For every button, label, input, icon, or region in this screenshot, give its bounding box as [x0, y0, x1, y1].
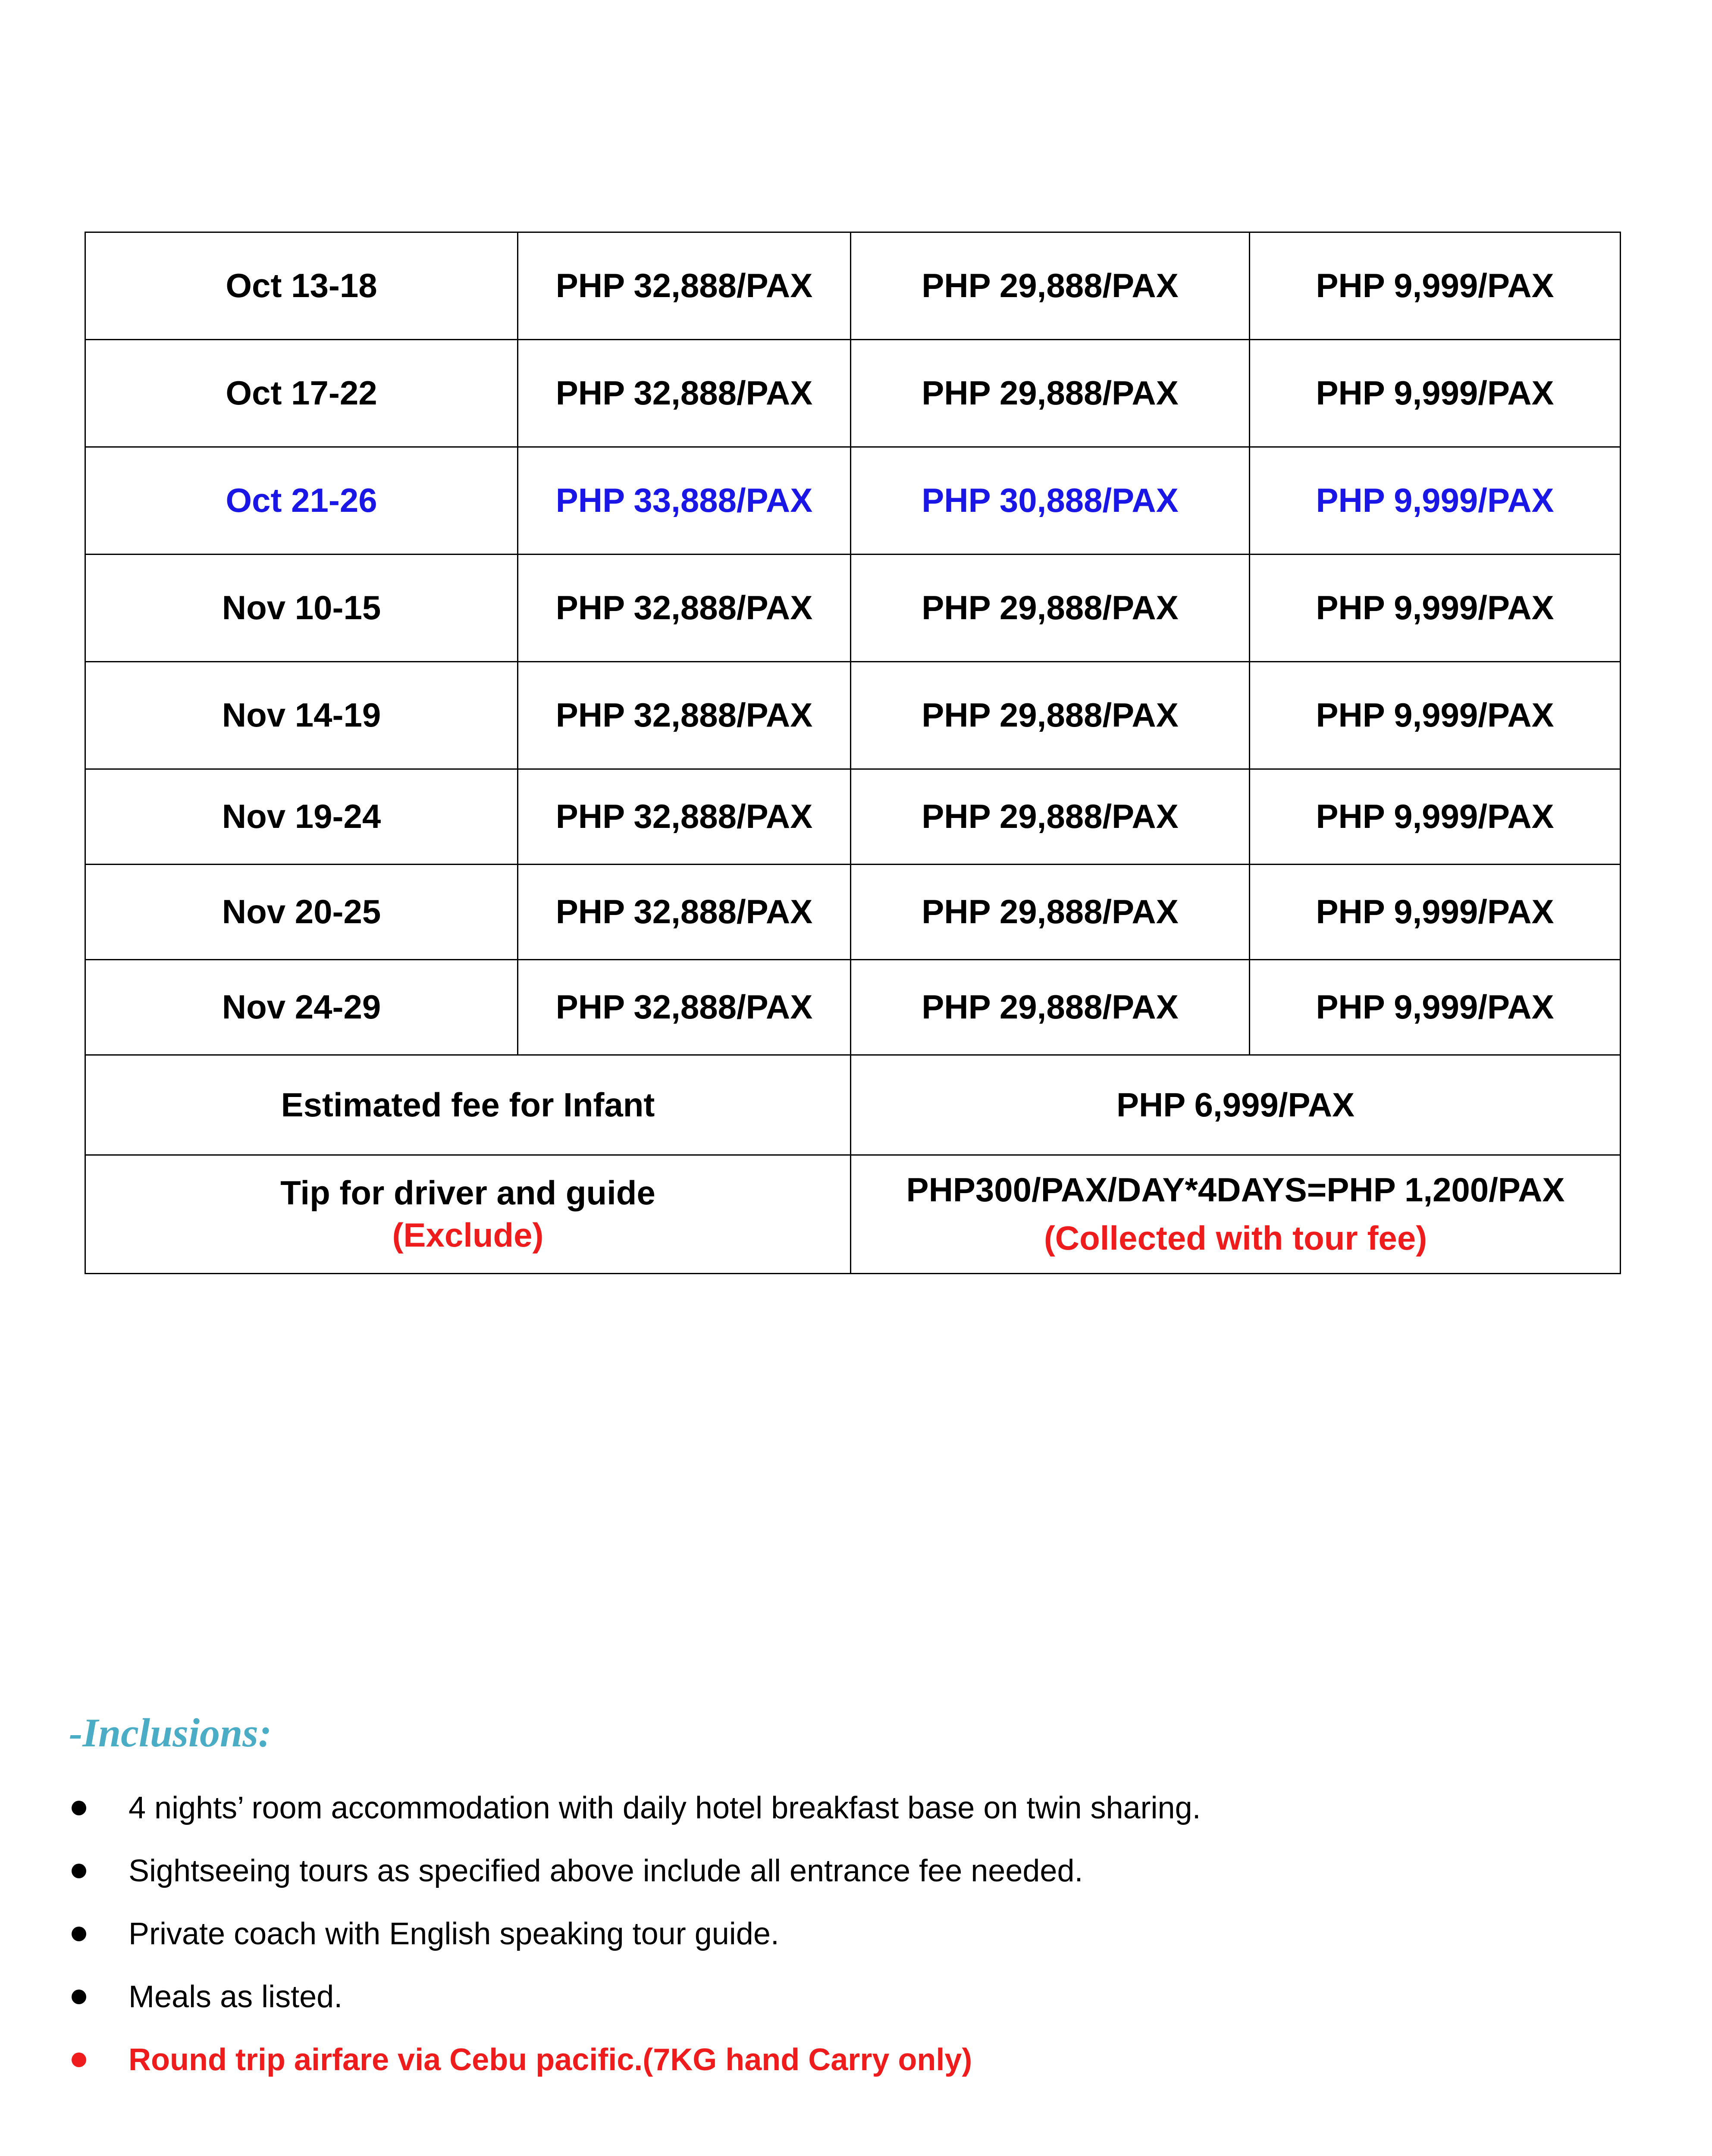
list-item-text: Private coach with English speaking tour guide.: [129, 1917, 779, 1951]
price-cell: PHP 32,888/PAX: [518, 555, 851, 662]
date-cell: Oct 21-26: [85, 447, 518, 555]
list-item: [69, 1965, 1621, 2028]
table-row: [85, 769, 1621, 865]
date-cell: Nov 10-15: [85, 555, 518, 662]
tip-value-cell: [851, 1155, 1621, 1274]
infant-fee-label: Estimated fee for Infant: [85, 1055, 851, 1155]
price-cell: PHP 9,999/PAX: [1250, 232, 1621, 340]
price-table: [85, 232, 1621, 1274]
date-cell: Nov 24-29: [85, 960, 518, 1055]
tip-row: [85, 1155, 1621, 1274]
price-cell: PHP 9,999/PAX: [1250, 447, 1621, 555]
tip-label-cell: [85, 1155, 851, 1274]
list-item: [69, 1777, 1621, 1839]
tip-label: Tip for driver and guide: [280, 1174, 655, 1212]
price-cell: PHP 29,888/PAX: [851, 769, 1250, 865]
date-cell: Nov 19-24: [85, 769, 518, 865]
price-cell: PHP 9,999/PAX: [1250, 555, 1621, 662]
price-cell: PHP 29,888/PAX: [851, 340, 1250, 447]
list-item-text: 4 nights’ room accommodation with daily hotel breakfast base on twin sharing.: [129, 1791, 1201, 1825]
bullet-icon: [72, 1990, 86, 2004]
price-cell: PHP 29,888/PAX: [851, 232, 1250, 340]
date-cell: Nov 14-19: [85, 662, 518, 769]
price-cell: PHP 9,999/PAX: [1250, 865, 1621, 960]
price-cell: PHP 29,888/PAX: [851, 960, 1250, 1055]
infant-fee-row: [85, 1055, 1621, 1155]
price-cell: PHP 32,888/PAX: [518, 232, 851, 340]
table-row-highlighted: [85, 447, 1621, 555]
bullet-icon: [72, 1927, 86, 1941]
inclusions-title: -Inclusions:: [69, 1711, 272, 1755]
price-cell: PHP 9,999/PAX: [1250, 340, 1621, 447]
list-item-emphasized: [69, 2028, 1621, 2091]
list-item-text: Sightseeing tours as specified above include all entrance fee needed.: [129, 1854, 1083, 1888]
table-row: [85, 340, 1621, 447]
infant-fee-value: PHP 6,999/PAX: [851, 1055, 1621, 1155]
table-row: [85, 865, 1621, 960]
price-cell: PHP 30,888/PAX: [851, 447, 1250, 555]
table-row: [85, 232, 1621, 340]
price-cell: PHP 32,888/PAX: [518, 769, 851, 865]
list-item: [69, 1839, 1621, 1902]
table-row: [85, 662, 1621, 769]
list-item-text: Meals as listed.: [129, 1980, 343, 2014]
price-cell: PHP 29,888/PAX: [851, 662, 1250, 769]
inclusions-list: [69, 1777, 1621, 2091]
tip-value: PHP300/PAX/DAY*4DAYS=PHP 1,200/PAX: [906, 1171, 1565, 1209]
price-cell: PHP 32,888/PAX: [518, 865, 851, 960]
bullet-icon: [72, 1801, 86, 1815]
date-cell: Oct 17-22: [85, 340, 518, 447]
price-cell: PHP 32,888/PAX: [518, 340, 851, 447]
price-cell: PHP 9,999/PAX: [1250, 960, 1621, 1055]
tip-value-note: (Collected with tour fee): [1044, 1219, 1427, 1257]
date-cell: Nov 20-25: [85, 865, 518, 960]
price-cell: PHP 32,888/PAX: [518, 960, 851, 1055]
tip-label-note: (Exclude): [392, 1216, 544, 1254]
list-item-text: Round trip airfare via Cebu pacific.(7KG hand Carry only): [129, 2043, 972, 2077]
table-row: [85, 960, 1621, 1055]
price-cell: PHP 9,999/PAX: [1250, 662, 1621, 769]
bullet-icon: [72, 1864, 86, 1878]
price-cell: PHP 32,888/PAX: [518, 662, 851, 769]
price-cell: PHP 29,888/PAX: [851, 865, 1250, 960]
list-item: [69, 1902, 1621, 1965]
price-cell: PHP 33,888/PAX: [518, 447, 851, 555]
price-cell: PHP 9,999/PAX: [1250, 769, 1621, 865]
bullet-icon: [72, 2053, 86, 2067]
price-cell: PHP 29,888/PAX: [851, 555, 1250, 662]
date-cell: Oct 13-18: [85, 232, 518, 340]
table-row: [85, 555, 1621, 662]
